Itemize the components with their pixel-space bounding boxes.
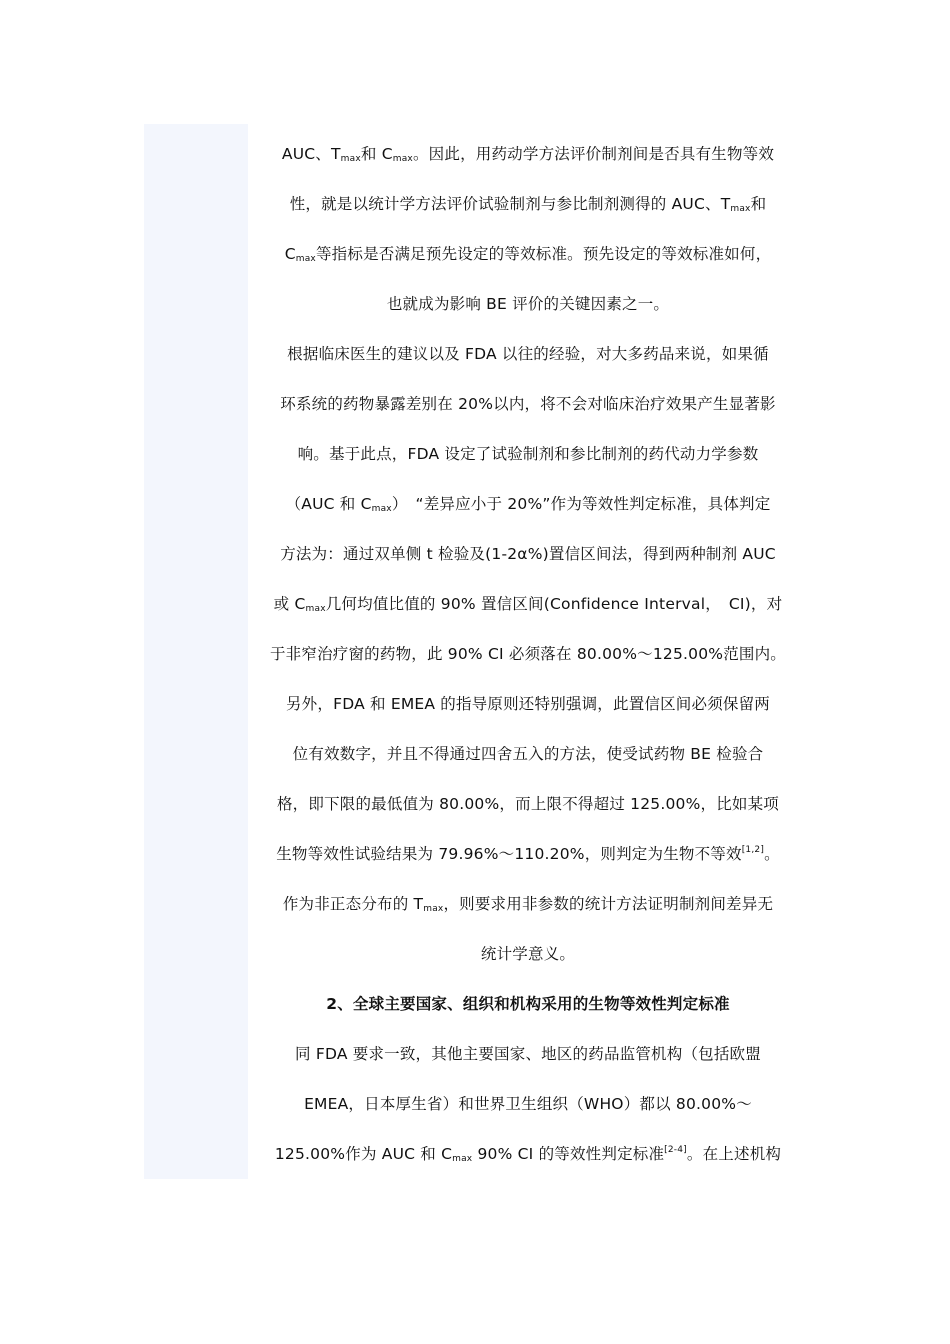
text-segment: C	[284, 245, 296, 263]
text-segment: 也就成为影响 BE 评价的关键因素之一。	[386, 295, 670, 313]
text-line	[262, 429, 794, 479]
text-line	[262, 829, 794, 879]
citation-superscript: [1,2]	[741, 845, 765, 855]
text-segment: 。因此，用药动学方法评价制剂间是否具有生物等效	[412, 145, 775, 163]
text-line	[262, 1029, 794, 1079]
text-segment: 生物等效性试验结果为 79.96%～110.20%，则判定为生物不等效	[276, 845, 742, 863]
text-segment: 位有效数字，并且不得通过四舍五入的方法，使受试药物 BE 检验合	[292, 745, 764, 763]
text-segment: 作为非正态分布的 T	[282, 895, 424, 913]
text-segment: AUC、T	[281, 145, 341, 163]
section-heading	[262, 979, 794, 1029]
text-segment: 响。基于此点，FDA 设定了试验制剂和参比制剂的药代动力学参数	[297, 445, 759, 463]
text-line	[262, 179, 794, 229]
text-segment: 同 FDA 要求一致，其他主要国家、地区的药品监管机构（包括欧盟	[295, 1045, 761, 1063]
paragraph	[262, 329, 794, 979]
document-body	[262, 129, 794, 1179]
subscript: max	[340, 154, 361, 164]
text-segment: 环系统的药物暴露差别在 20%以内，将不会对临床治疗效果产生显著影	[280, 395, 776, 413]
text-line	[262, 129, 794, 179]
text-line	[262, 679, 794, 729]
text-segment: 2、全球主要国家、组织和机构采用的生物等效性判定标准	[326, 995, 730, 1013]
text-segment: 另外，FDA 和 EMEA 的指导原则还特别强调，此置信区间必须保留两	[285, 695, 771, 713]
text-segment: 性，就是以统计学方法评价试验制剂与参比制剂测得的 AUC、T	[289, 195, 731, 213]
citation-superscript: [2-4]	[664, 1145, 687, 1155]
paragraph	[262, 1029, 794, 1179]
text-segment: 90% CI 的等效性判定标准	[472, 1145, 665, 1163]
text-segment: ，则要求用非参数的统计方法证明制剂间差异无	[443, 895, 774, 913]
text-line	[262, 929, 794, 979]
text-line	[262, 529, 794, 579]
text-segment: ） “差异应小于 20%”作为等效性判定标准，具体判定	[391, 495, 771, 513]
text-segment: 。	[764, 845, 780, 863]
text-segment: 。在上述机构	[686, 1145, 782, 1163]
subscript: max	[423, 904, 444, 914]
subscript: max	[392, 154, 413, 164]
text-segment: 等指标是否满足预先设定的等效标准。预先设定的等效标准如何，	[315, 245, 772, 263]
text-line	[262, 379, 794, 429]
subscript: max	[371, 504, 392, 514]
text-line	[262, 729, 794, 779]
text-segment: 125.00%作为 AUC 和 C	[274, 1145, 453, 1163]
text-line	[262, 629, 794, 679]
text-line	[262, 879, 794, 929]
text-segment: 几何均值比值的 90% 置信区间(Confidence Interval， CI)，对	[325, 595, 783, 613]
text-segment: 和	[750, 195, 767, 213]
subscript: max	[295, 254, 316, 264]
text-line	[262, 1079, 794, 1129]
text-segment: 根据临床医生的建议以及 FDA 以往的经验，对大多药品来说，如果循	[287, 345, 769, 363]
text-line	[262, 329, 794, 379]
text-segment: 统计学意义。	[480, 945, 576, 963]
sidebar-band	[144, 124, 248, 1179]
subscript: max	[305, 604, 326, 614]
text-segment: EMEA，日本厚生省）和世界卫生组织（WHO）都以 80.00%～	[304, 1095, 752, 1113]
text-segment: 方法为：通过双单侧 t 检验及(1-2α%)置信区间法，得到两种制剂 AUC	[280, 545, 776, 563]
text-line	[262, 779, 794, 829]
text-line	[262, 279, 794, 329]
text-segment: 于非窄治疗窗的药物，此 90% CI 必须落在 80.00%～125.00%范围内。	[269, 645, 787, 663]
text-segment: 格，即下限的最低值为 80.00%，而上限不得超过 125.00%，比如某项	[276, 795, 780, 813]
text-segment: 和 C	[360, 145, 393, 163]
text-segment: （AUC 和 C	[285, 495, 372, 513]
subscript: max	[730, 204, 751, 214]
text-line	[262, 229, 794, 279]
text-line	[262, 1129, 794, 1179]
text-segment: 或 C	[273, 595, 306, 613]
subscript: max	[452, 1154, 473, 1164]
text-line	[262, 479, 794, 529]
text-line	[262, 579, 794, 629]
text-line	[262, 979, 794, 1029]
paragraph	[262, 129, 794, 329]
